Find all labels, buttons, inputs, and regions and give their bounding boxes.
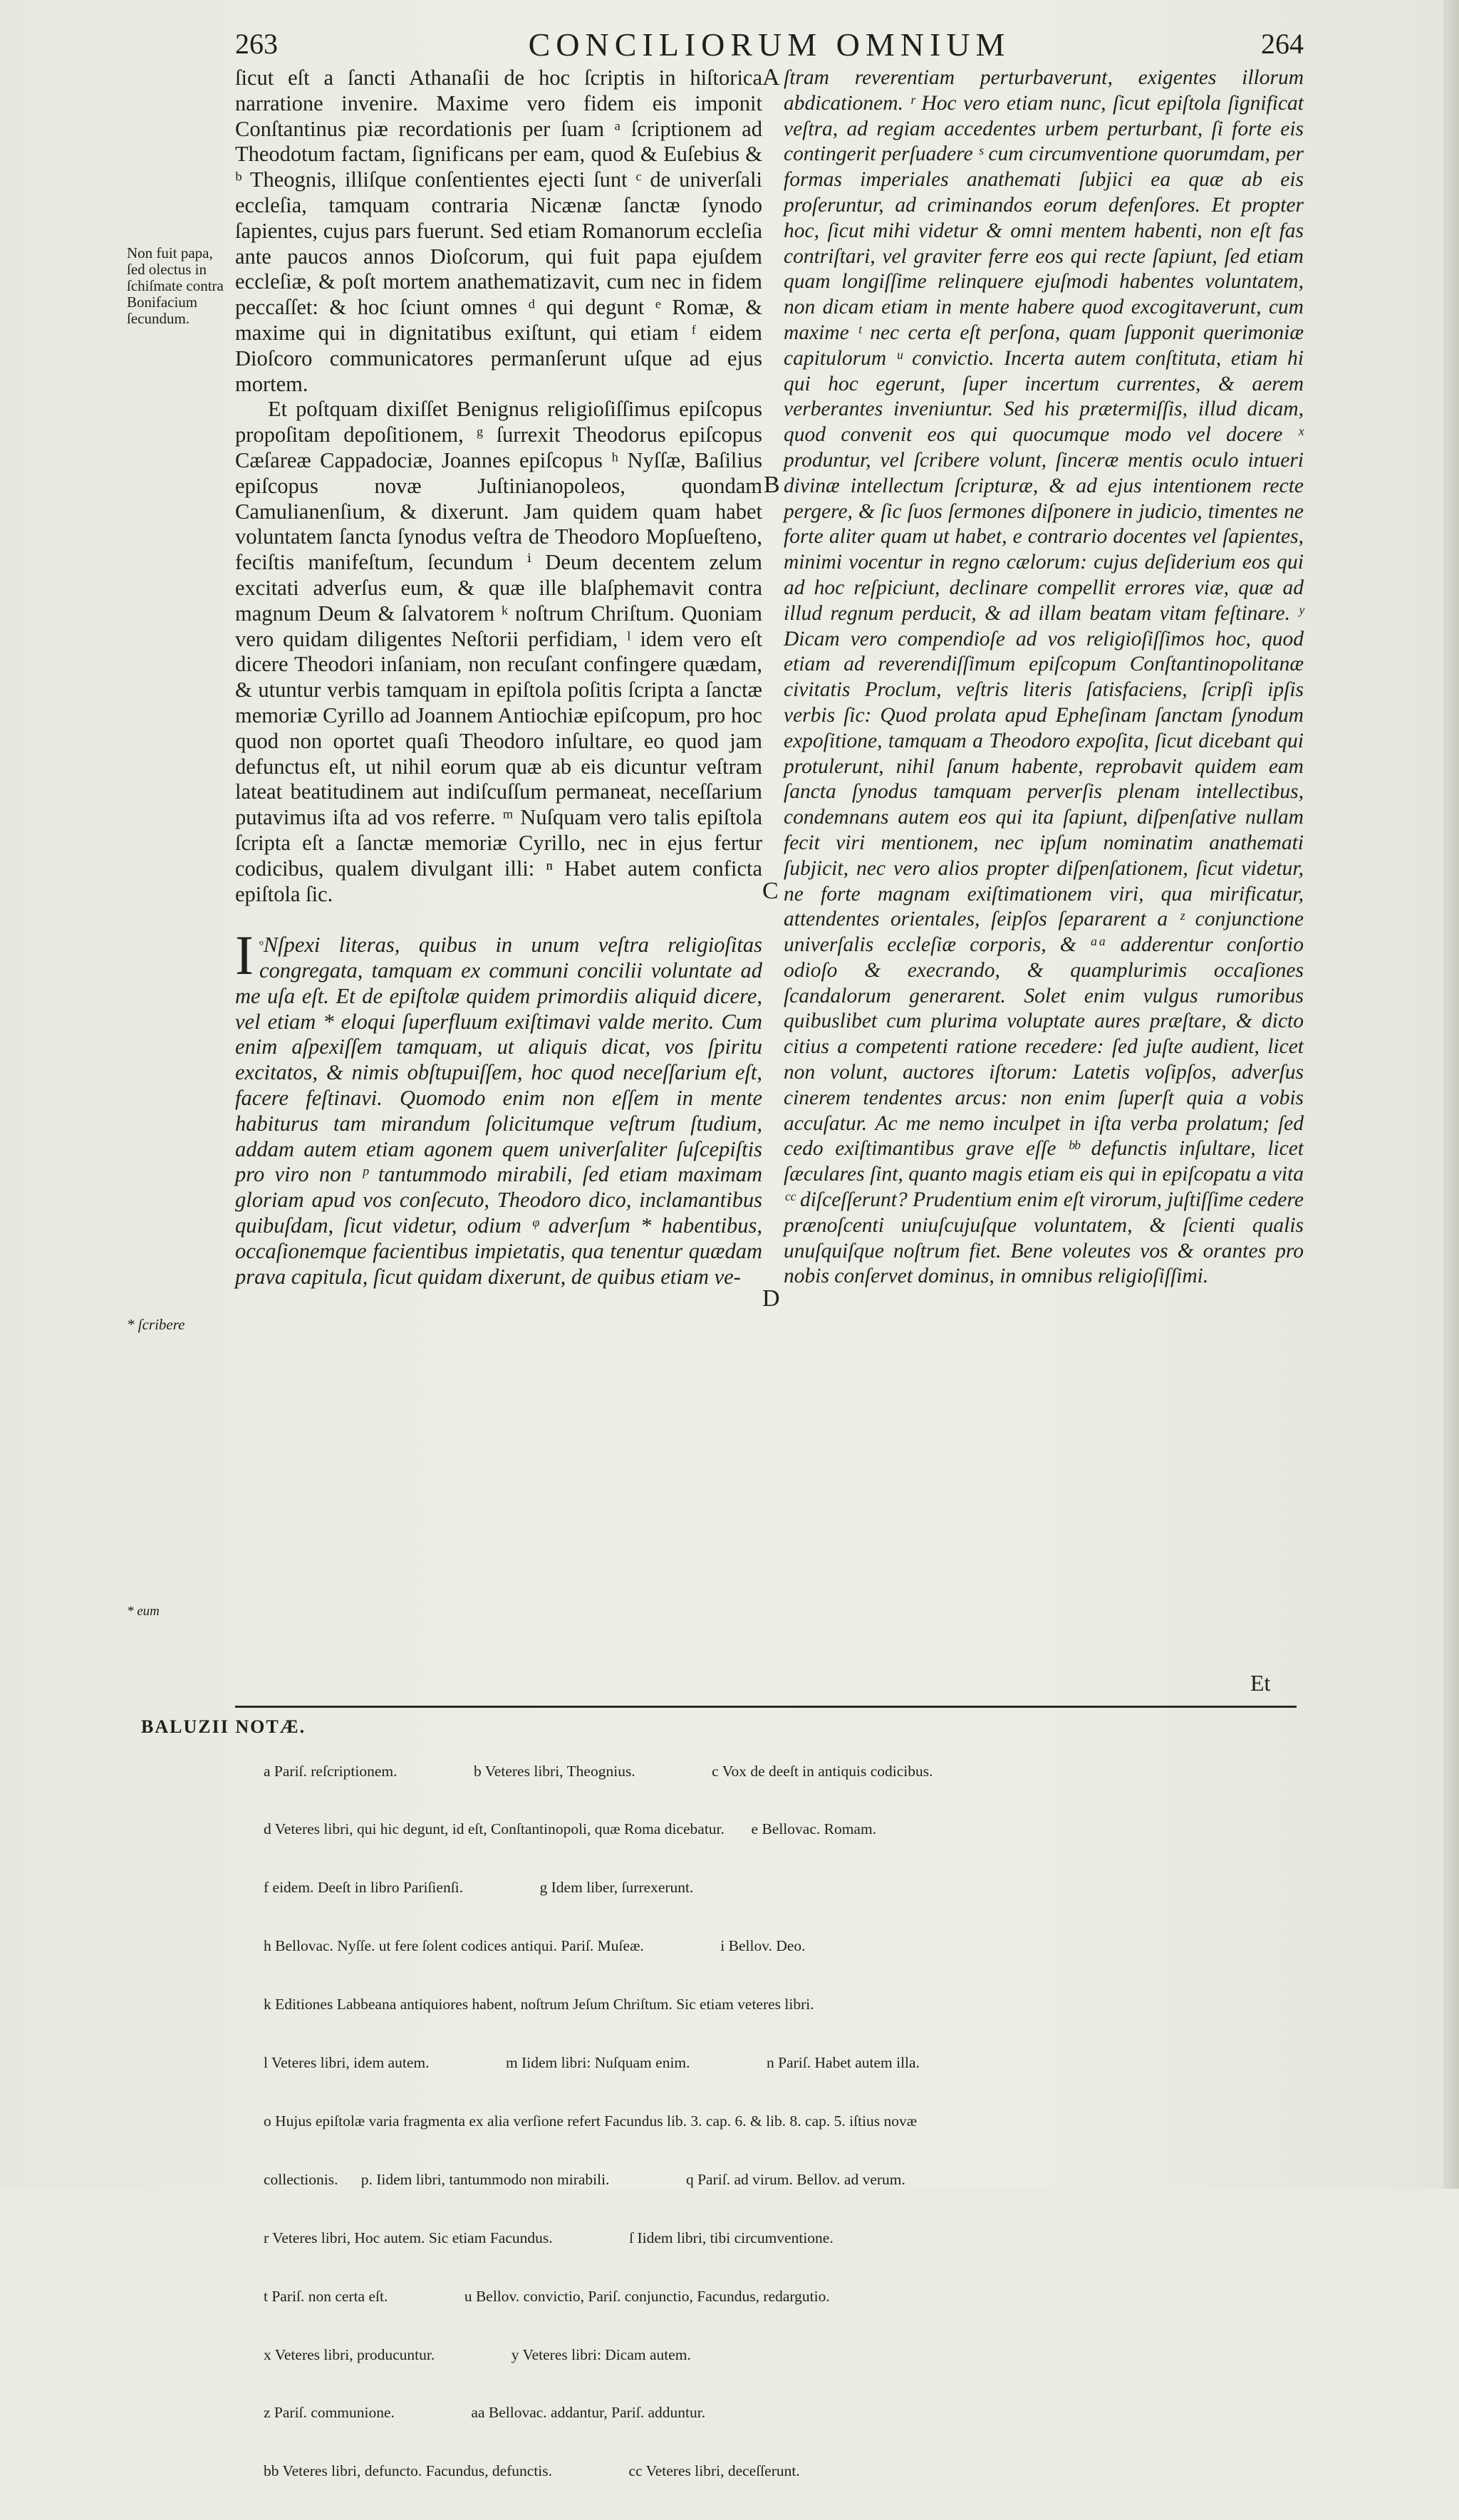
footnotes	[264, 1723, 1304, 2520]
section-letter-a: A	[762, 64, 780, 90]
footnote-line: h Bellovac. Nyſſe. ut fere ſolent codices antiqui. Pariſ. Muſeæ. i Bellov. Deo.	[264, 1937, 806, 1955]
right-page-number: 264	[1261, 28, 1304, 60]
notes-heading: BALUZII NOTÆ.	[141, 1716, 306, 1737]
right-column-text: ſtram reverentiam perturbaverunt, exigentes illorum abdicationem. ʳ Hoc vero etiam nunc, ſicut epiſtola ſignificat veſtra, ad regiam accedentes urbem perturbant, ſi forte eis contingerit perſuadere ˢ cum circumventione quorumdam, per formas imperiales anathemati ſubjici ea quæ ab eis proſeruntur, ad criminandos eorum defenſores. Et propter hoc, ſicut mihi videtur & omni mentem habenti, non eſt fas contriſtari, vel graviter ferre eos qui recte ſapiunt, ſed etiam quam longiſſime relinquere ejuſmodi habentes voluntatem, non dicam etiam in mente habere quod excogitaverunt, cum maxime ᵗ nec certa eſt perſona, quam ſupponit querimoniæ capitulorum ᵘ convictio. Incerta autem conſtituta, etiam hi qui hoc egerunt, ſuper incertum currentes, & aerem verberantes inveniuntur. Sed his prætermiſſis, illud dicam, quod convenit eos qui quocumque modo vel docere ˣ produntur, vel ſcribere volunt, ſinceræ mentis oculo intueri divinæ intellectum ſcripturæ, & ad ejus intentionem recte pergere, & ſic ſuos ſermones diſponere in judicio, timentes ne forte aliter quam ut habet, e contrario docentes vel ſapientes, minimi vocentur in regno cælorum: cujus deſiderium eos qui ad hoc reſpiciunt, declinare compellit errores viæ, quæ ad illud regnum perducit, & ad illam beatam vitam feſtinare. ʸ Dicam vero compendioſe ad vos religioſiſſimos hoc, quod etiam ad reverendiſſimum epiſcopum Conſtantinopolitanæ civitatis Proclum, veſtris literis ſatisfaciens, ſcripſi ipſis verbis ſic: Quod prolata apud Epheſinam ſanctam ſynodum expoſitione, tamquam a Theodoro expoſita, ſicut dicebant qui protulerunt, nihil ſanum habente, reprobavit quidem eam ſancta ſynodus tamquam perverſis plenam intellectibus, condemnans autem eos qui ita ſapiunt, diſpenſative nullam fecit viri mentionem, nec ipſum nominatim anathemati ſubjicit, nec vero alios propter diſpenſationem, ſicut videtur, ne forte magnam exiſtimationem viri, qua mirificatur, attendentes orientales, ſeipſos ſepararent a ᶻ conjunctione univerſalis eccleſiæ corporis, & ᵃᵃ adderentur conſortio odioſo & execrando, & quamplurimis occaſiones ſcandalorum generarent. Solet enim vulgus rumoribus quibuslibet cum plurima voluptate aures præſtare, & dicto citius a competenti ratione recedere: ſed juſte audient, licet non volunt, auctores iſtorum: Latetis voſipſos, adverſus cinerem tendentes arcus: non enim ſuperſt quia a vobis accuſatur. Ac me nemo inculpet in iſta verba prolatum; ſed cedo exiſtimantibus grave eſſe ᵇᵇ defunctis inſultare, licet ſæculares ſint, quanto magis etiam eis qui in epiſcopatu a vita ᶜᶜ diſceſſerunt? Prudentium enim eſt virorum, juſtiſſime cedere prænoſcenti uniuſcujuſque voluntatem, & ſcienti qualis unuſquiſque noſtrum fiet. Bene voleutes vos & orantes pro nobis conſervet dominus, in omnibus religioſiſſimi.	[784, 66, 1304, 1288]
paragraph-2: Et poſtquam dixiſſet Benignus religioſiſſimus epiſcopus propoſitam depoſitionem, ᵍ ſurrexit Theodorus epiſcopus Cæſareæ Cappadociæ, Joannes epiſcopus ʰ Nyſſæ, Baſilius epiſcopus novæ Juſtinianopoleos, quondam Camulianenſium, & dixerunt. Jam quidem quam habet voluntatem ſancta ſynodus veſtra de Theodoro Mopſueſteno, feciſtis manifeſtum, ſecundum ⁱ Deum decentem zelum excitati adverſus eum, & quæ ille blaſphemavit contra magnum Deum & ſalvatorem ᵏ noſtrum Chriſtum. Quoniam vero quidam diligentes Neſtorii perfidiam, ˡ idem vero eſt dicere Theodori inſaniam, non recuſant confingere quædam, & utuntur verbis tamquam in epiſtola poſitis ſcripta a ſanctæ memoriæ Cyrillo ad Joannem Antiochiæ epiſcopum, pro hoc quod non oportet quaſi Theodoro inſultare, eo quod jam defunctus eſt, ut nihil eorum quæ ab eis dicuntur veſtram lateat beatitudinem aut indiſcuſſum permaneat, neceſſarium putavimus iſta ad vos referre. ᵐ Nuſquam vero talis epiſtola ſcripta eſt a ſanctæ memoriæ Cyrillo, nec in ejus fertur codicibus, qualem divulgant illi: ⁿ Habet autem conficta epiſtola ſic.	[235, 397, 762, 906]
left-page-number: 263	[235, 28, 278, 60]
page-edge	[1443, 0, 1459, 2189]
footnote-line: k Editiones Labbeana antiquiores habent, noſtrum Jeſum Chriſtum. Sic etiam veteres libri.	[264, 1996, 814, 2013]
footnote-line: d Veteres libri, qui hic degunt, id eſt, Conſtantinopoli, quæ Roma dicebatur. e Bellovac. Romam.	[264, 1820, 877, 1838]
footnote-line: f eidem. Deeſt in libro Pariſienſi. g Idem liber, ſurrexerunt.	[264, 1879, 694, 1897]
paragraph-1: ſicut eſt a ſancti Athanaſii de hoc ſcriptis in hiſtorica narratione invenire. Maxime vero fidem eis imponit Conſtantinus piæ recordationis per ſuam ᵃ ſcriptionem ad Theodotum factam, ſignificans per eam, quod & Euſebius & ᵇ Theognis, illiſque conſentientes ejecti ſunt ᶜ de univerſali eccleſia, tamquam contraria Nicænæ ſanctæ ſynodo ſapientes, cujus pars fuerunt. Sed etiam Romanorum eccleſia ante paucos annos Dioſcorum, qui fuit papa ejuſdem eccleſiæ, & poſt mortem anathematizavit, cum nec in fidem peccaſſet: & hoc ſciunt omnes ᵈ qui degunt ᵉ Romæ, & maxime qui in dignitatibus exiſtunt, qui etiam ᶠ eidem Dioſcoro communicatores permanſerunt uſque ad ejus mortem.	[235, 66, 762, 396]
footnote-line: r Veteres libri, Hoc autem. Sic etiam Facundus. ſ Iidem libri, tibi circumventione.	[264, 2229, 834, 2246]
epistle-text: Nſpexi literas, quibus in unum veſtra religioſitas congregata, tamquam ex communi concilii voluntate ad me uſa eſt. Et de epiſtolæ quidem primordiis aliquid dicere, vel etiam * eloqui ſuperfluum exiſtimavi valde merito. Cum enim aſpexiſſem tamquam, ut aliquis dicat, vos ſpiritu excitatos, & nimis obſtupuiſſem, hoc quod neceſſarium eſt, facere feſtinavi. Quomodo enim non eſſem in mente habiturus tam mirandum ſolicitumque veſtrum ſtudium, addam autem etiam agonem quem univerſaliter ſuſcepiſtis pro viro non ᵖ tantummodo mirabili, ſed etiam maximam gloriam apud vos conſecuto, Theodoro dico, inclamantibus quibuſdam, ſicut videtur, odium ᵠ adverſum * habentibus, occaſionemque facientibus impietatis, qua tenentur quædam prava capitula, ſicut quidam dixerunt, de quibus etiam ve-	[235, 933, 762, 1289]
drop-cap: I	[235, 924, 254, 987]
footnote-line: o Hujus epiſtolæ varia fragmenta ex alia verſione refert Facundus lib. 3. cap. 6. & lib. 8. cap. 5. iſtius novæ	[264, 2112, 918, 2130]
running-title: CONCILIORUM OMNIUM	[528, 26, 1011, 63]
footnote-line: x Veteres libri, producuntur. y Veteres libri: Dicam autem.	[264, 2345, 691, 2363]
margin-note-eum: * eum	[127, 1604, 160, 1619]
footnote-line: z Pariſ. communione. aa Bellovac. addantur, Pariſ. adduntur.	[264, 2404, 706, 2422]
footnote-rule	[235, 1706, 1297, 1708]
section-letter-b: B	[764, 472, 780, 498]
section-letter-c: C	[762, 878, 779, 904]
footnote-line: a Pariſ. reſcriptionem. b Veteres libri, Theognius. c Vox de deeſt in antiquis codicibus.	[264, 1762, 933, 1780]
footnote-line: collectionis. p. Iidem libri, tantummodo non mirabili. q Pariſ. ad virum. Bellov. ad verum.	[264, 2170, 905, 2188]
footnote-line: l Veteres libri, idem autem. m Iidem libri: Nuſquam enim. n Pariſ. Habet autem illa.	[264, 2054, 920, 2072]
right-column	[784, 66, 1304, 1290]
footnote-line: t Pariſ. non certa eſt. u Bellov. convictio, Pariſ. conjunctio, Facundus, redargutio.	[264, 2287, 830, 2305]
left-column	[235, 66, 762, 1290]
margin-note-dioscorus: Non fuit papa, ſed olectus in ſchiſmate contra Bonifacium ſecundum.	[127, 244, 224, 327]
epistle-note-marker: ᵒ	[259, 937, 264, 953]
running-header	[235, 27, 1304, 63]
epistle-paragraph	[235, 924, 762, 1290]
catchword: Et	[1250, 1670, 1271, 1696]
section-letter-d: D	[762, 1285, 780, 1312]
margin-note-scribere: * ſcribere	[127, 1316, 185, 1333]
footnote-line: bb Veteres libri, defuncto. Facundus, defunctis. cc Veteres libri, deceſſerunt.	[264, 2462, 800, 2480]
